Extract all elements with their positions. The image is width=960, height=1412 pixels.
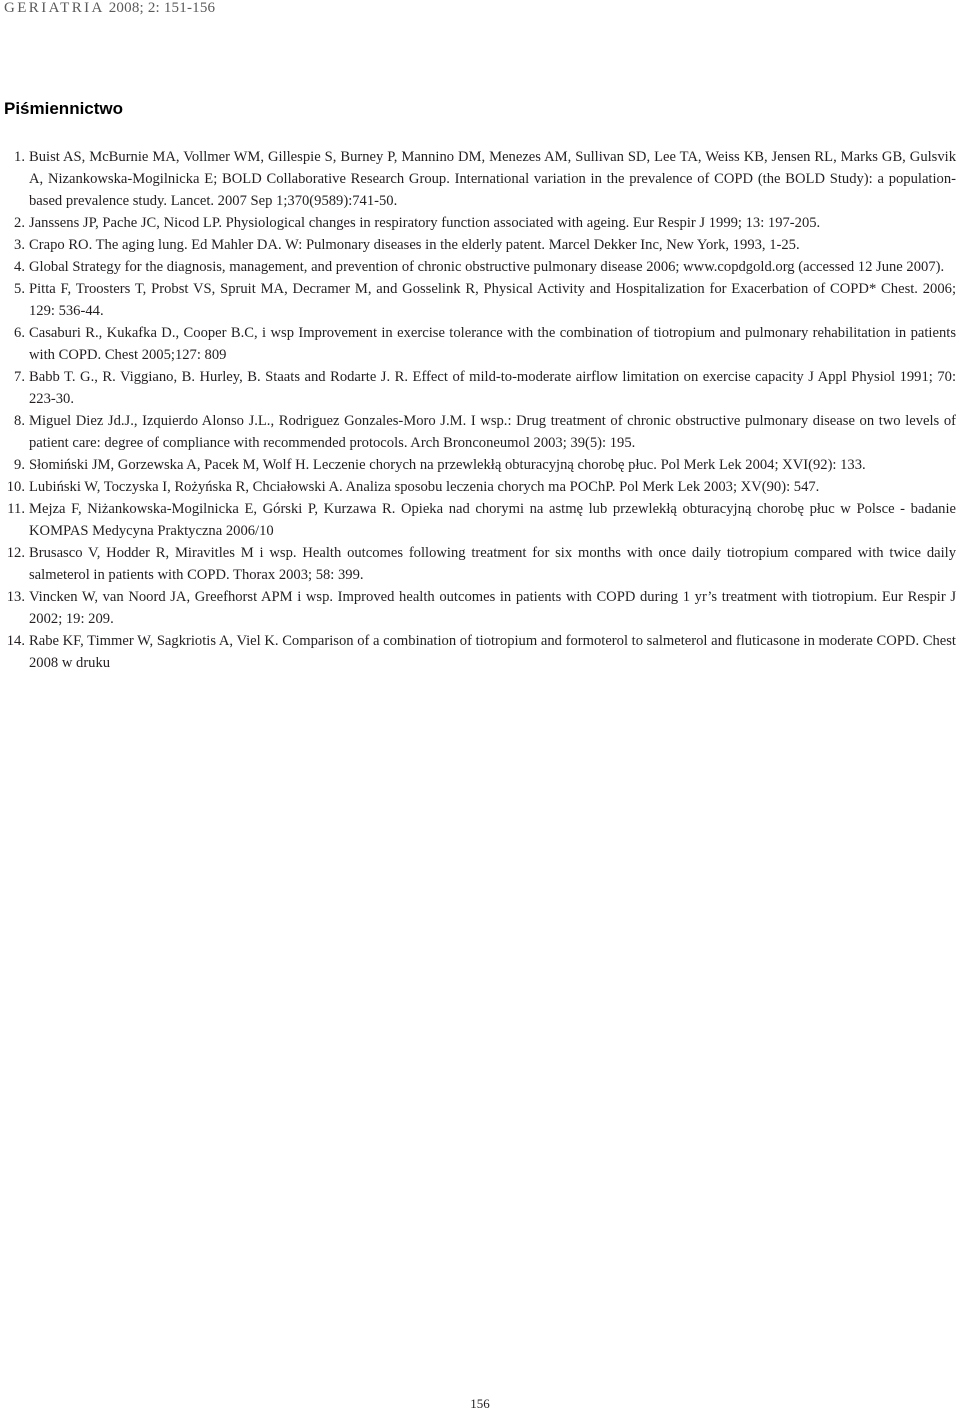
reference-item — [4, 542, 956, 586]
reference-text: Brusasco V, Hodder R, Miravitles M i wsp. Health outcomes following treatment for six months with once daily tiotropium compared with twice daily salmeterol in patients with COPD. Thorax 2003; 58: 399. — [29, 545, 956, 583]
reference-item — [4, 322, 956, 366]
section-title: Piśmiennictwo — [4, 99, 124, 118]
reference-number: 7. — [14, 369, 25, 385]
reference-text: Crapo RO. The aging lung. Ed Mahler DA. W: Pulmonary diseases in the elderly patent. Marcel Dekker Inc, New York, 1993, 1-25. — [29, 237, 800, 253]
reference-text: Casaburi R., Kukafka D., Cooper B.C, i wsp Improvement in exercise tolerance with the combination of tiotropium and pulmonary rehabilitation in patients with COPD. Chest 2005;127: 809 — [29, 325, 956, 363]
reference-item — [4, 278, 956, 322]
reference-number: 12. — [6, 545, 25, 561]
reference-item — [4, 630, 956, 674]
reference-number: 8. — [14, 413, 25, 429]
reference-item — [4, 256, 956, 278]
reference-number: 4. — [14, 259, 25, 275]
reference-item — [4, 234, 956, 256]
reference-text: Janssens JP, Pache JC, Nicod LP. Physiological changes in respiratory function associated with ageing. Eur Respir J 1999; 13: 197-205. — [29, 215, 821, 231]
reference-text: Mejza F, Niżankowska-Mogilnicka E, Górski P, Kurzawa R. Opieka nad chorymi na astmę lub przewlekłą obturacyjną chorobę płuc w Polsce - badanie KOMPAS Medycyna Praktyczna 2006/10 — [29, 501, 956, 539]
reference-item — [4, 454, 956, 476]
reference-item — [4, 410, 956, 454]
reference-item — [4, 498, 956, 542]
reference-text: Vincken W, van Noord JA, Greefhorst APM i wsp. Improved health outcomes in patients with COPD during 1 yr’s treatment with tiotropium. Eur Respir J 2002; 19: 209. — [29, 589, 956, 627]
reference-text: Pitta F, Troosters T, Probst VS, Spruit MA, Decramer M, and Gosselink R, Physical Activity and Hospitalization for Exacerbation of COPD* Chest. 2006; 129: 536-44. — [29, 281, 956, 319]
reference-text: Global Strategy for the diagnosis, management, and prevention of chronic obstructive pulmonary disease 2006; www.copdgold.org (accessed 12 June 2007). — [29, 259, 945, 275]
page-number: 156 — [470, 1396, 490, 1411]
reference-number: 3. — [14, 237, 25, 253]
reference-text: Buist AS, McBurnie MA, Vollmer WM, Gillespie S, Burney P, Mannino DM, Menezes AM, Sullivan SD, Lee TA, Weiss KB, Jensen RL, Marks GB, Gulsvik A, Nizankowska-Mogilnicka E; BOLD Collaborative Research Group. International variation in the prevalence of COPD (the BOLD Study): a population-based prevalence study. Lancet. 2007 Sep 1;370(9589):741-50. — [29, 149, 956, 209]
reference-number: 11. — [7, 501, 25, 517]
reference-number: 10. — [6, 479, 25, 495]
reference-item — [4, 586, 956, 630]
reference-item — [4, 212, 956, 234]
reference-number: 13. — [6, 589, 25, 605]
reference-text: Babb T. G., R. Viggiano, B. Hurley, B. Staats and Rodarte J. R. Effect of mild-to-moderate airflow limitation on exercise capacity J Appl Physiol 1991; 70: 223-30. — [29, 369, 956, 407]
reference-number: 5. — [14, 281, 25, 297]
reference-list — [4, 146, 956, 674]
running-header — [4, 0, 215, 17]
reference-item — [4, 146, 956, 212]
journal-name: GERIATRIA — [4, 0, 105, 16]
reference-text: Lubiński W, Toczyska I, Rożyńska R, Chciałowski A. Analiza sposobu leczenia chorych ma POChP. Pol Merk Lek 2003; XV(90): 547. — [29, 479, 820, 495]
reference-item — [4, 366, 956, 410]
reference-number: 14. — [6, 633, 25, 649]
reference-number: 9. — [14, 457, 25, 473]
reference-text: Rabe KF, Timmer W, Sagkriotis A, Viel K. Comparison of a combination of tiotropium and formoterol to salmeterol and fluticasone in moderate COPD. Chest 2008 w druku — [29, 633, 956, 671]
journal-citation: 2008; 2: 151-156 — [108, 0, 216, 16]
reference-item — [4, 476, 956, 498]
reference-number: 6. — [14, 325, 25, 341]
reference-number: 1. — [14, 149, 25, 165]
reference-text: Słomiński JM, Gorzewska A, Pacek M, Wolf H. Leczenie chorych na przewlekłą obturacyjną chorobę płuc. Pol Merk Lek 2004; XVI(92): 133. — [29, 457, 866, 473]
reference-text: Miguel Diez Jd.J., Izquierdo Alonso J.L., Rodriguez Gonzales-Moro J.M. I wsp.: Drug treatment of chronic obstructive pulmonary disease on two levels of patient care: degree of compliance with recommended protocols. Arch Bronconeumol 2003; 39(5): 195. — [29, 413, 956, 451]
reference-number: 2. — [14, 215, 25, 231]
